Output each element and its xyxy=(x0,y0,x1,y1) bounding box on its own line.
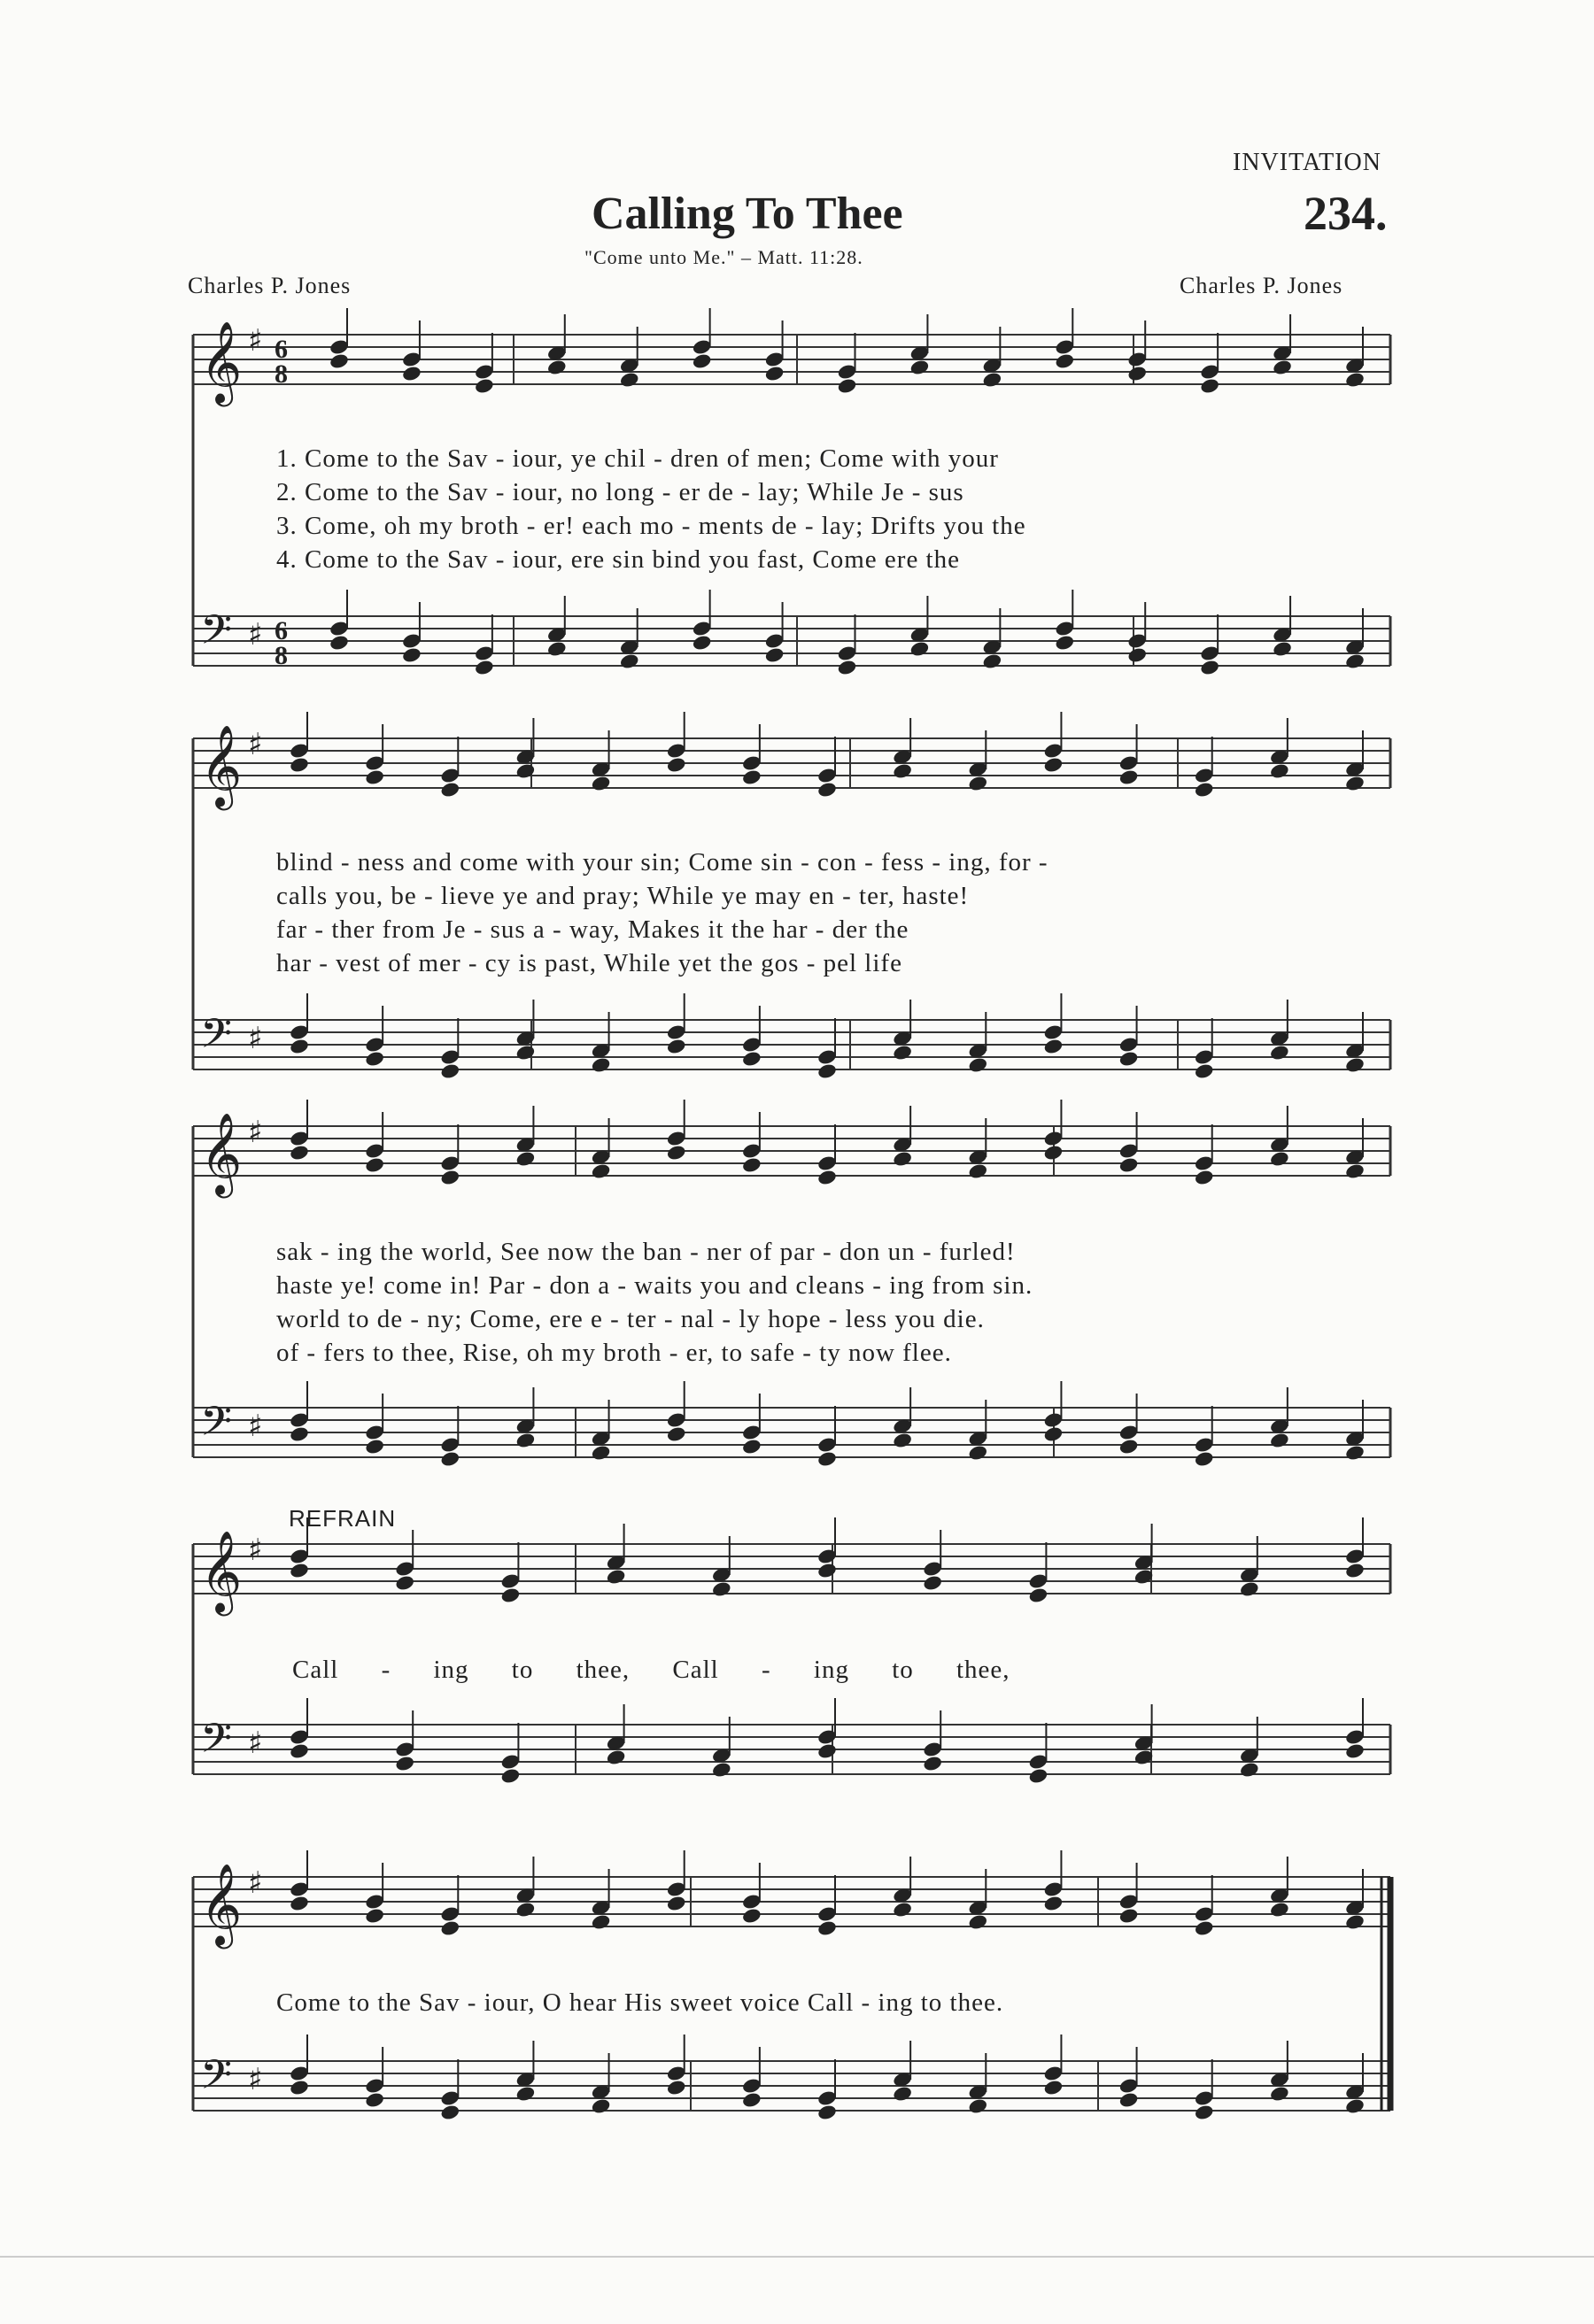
note-head xyxy=(394,1574,415,1592)
note-head xyxy=(816,1562,838,1579)
lyric-line: of - fers to thee, Rise, oh my broth - er, to safe - ty now flee. xyxy=(276,1339,952,1367)
note-head xyxy=(1118,1050,1140,1068)
note-head xyxy=(1344,1444,1366,1462)
note-head xyxy=(1194,2104,1215,2121)
note-head xyxy=(892,1150,913,1168)
note-head xyxy=(816,781,838,799)
note-head xyxy=(591,1444,612,1462)
note-head xyxy=(500,1587,522,1604)
note-head xyxy=(892,1044,913,1062)
note-head xyxy=(1344,2097,1366,2115)
note-head xyxy=(364,2091,385,2109)
note-head xyxy=(1344,1742,1366,1760)
note-head xyxy=(1118,2091,1140,2109)
note-head xyxy=(619,652,640,670)
lyric-line: 3. Come, oh my broth - er! each mo - ments de - lay; Drifts you the xyxy=(276,512,1026,540)
note-head xyxy=(1054,634,1075,652)
note-head xyxy=(1199,377,1220,395)
bass-clef-icon: 𝄢 xyxy=(200,606,233,664)
note-head xyxy=(1043,1144,1064,1162)
note-head xyxy=(967,775,988,792)
note-head xyxy=(1118,1438,1140,1455)
note-head xyxy=(1344,1162,1366,1180)
lyric-line: Come to the Sav - iour, O hear His sweet voice Call - ing to thee. xyxy=(276,1988,1004,2017)
note-head xyxy=(1269,1901,1290,1919)
time-signature-top: 6 xyxy=(275,335,288,364)
key-signature-sharp-icon: ♯ xyxy=(248,1021,263,1056)
note-head xyxy=(515,762,537,780)
note-head xyxy=(1118,768,1140,786)
key-signature-sharp-icon: ♯ xyxy=(248,617,263,652)
note-head xyxy=(1043,2079,1064,2096)
note-head xyxy=(1272,640,1293,658)
note-head xyxy=(711,1580,732,1598)
note-head xyxy=(1054,352,1075,370)
note-head xyxy=(982,371,1003,389)
note-head xyxy=(816,1062,838,1080)
note-head xyxy=(1028,1767,1049,1785)
note-head xyxy=(892,1901,913,1919)
words-author: Charles P. Jones xyxy=(188,273,352,298)
note-head xyxy=(967,2097,988,2115)
note-head xyxy=(364,1438,385,1455)
treble-clef-icon: 𝄞 xyxy=(200,1112,243,1194)
note-head xyxy=(329,352,350,370)
note-head xyxy=(591,1056,612,1074)
note-head xyxy=(967,1444,988,1462)
note-head xyxy=(1194,781,1215,799)
note-head xyxy=(1269,1432,1290,1449)
note-head xyxy=(1269,1150,1290,1168)
key-signature-sharp-icon: ♯ xyxy=(248,1726,263,1761)
note-head xyxy=(1043,1425,1064,1443)
note-head xyxy=(666,1038,687,1055)
note-head xyxy=(1344,371,1366,389)
note-head xyxy=(1028,1587,1049,1604)
note-head xyxy=(439,1450,460,1468)
key-signature-sharp-icon: ♯ xyxy=(248,323,263,359)
lyric-line: haste ye! come in! Par - don a - waits you and cleans - ing from sin. xyxy=(276,1271,1033,1300)
hymn-number: 234. xyxy=(1304,187,1388,240)
lyric-line: sak - ing the world, See now the ban - ner of par - don un - furled! xyxy=(276,1238,1016,1266)
note-head xyxy=(439,1062,460,1080)
note-head xyxy=(1194,1450,1215,1468)
note-head xyxy=(741,1907,762,1925)
note-head xyxy=(741,1156,762,1174)
note-head xyxy=(1199,659,1220,676)
note-head xyxy=(289,756,310,774)
note-head xyxy=(1344,775,1366,792)
note-head xyxy=(1269,1044,1290,1062)
note-head xyxy=(515,1432,537,1449)
note-head xyxy=(515,1044,537,1062)
note-head xyxy=(289,2079,310,2096)
note-head xyxy=(692,634,713,652)
note-head xyxy=(606,1568,627,1586)
note-head xyxy=(892,2085,913,2103)
note-head xyxy=(666,756,687,774)
note-head xyxy=(666,1425,687,1443)
note-head xyxy=(741,2091,762,2109)
key-signature-sharp-icon: ♯ xyxy=(248,1409,263,1444)
note-head xyxy=(967,1162,988,1180)
key-signature-sharp-icon: ♯ xyxy=(248,1533,263,1568)
note-head xyxy=(816,1742,838,1760)
treble-clef-icon: 𝄞 xyxy=(200,1863,243,1945)
note-head xyxy=(591,1162,612,1180)
note-head xyxy=(967,1056,988,1074)
note-head xyxy=(1118,1907,1140,1925)
hymn-title: Calling To Thee xyxy=(592,189,903,239)
lyric-line: 2. Come to the Sav - iour, no long - er de - lay; While Je - sus xyxy=(276,478,964,506)
note-head xyxy=(892,1432,913,1449)
note-head xyxy=(1269,762,1290,780)
key-signature-sharp-icon: ♯ xyxy=(248,1115,263,1150)
note-head xyxy=(692,352,713,370)
bass-clef-icon: 𝄢 xyxy=(200,1398,233,1455)
bass-clef-icon: 𝄢 xyxy=(200,1715,233,1772)
note-head xyxy=(289,1895,310,1912)
note-head xyxy=(922,1574,943,1592)
key-signature-sharp-icon: ♯ xyxy=(248,1865,263,1901)
note-head xyxy=(289,1742,310,1760)
note-head xyxy=(439,1169,460,1186)
note-head xyxy=(1126,646,1148,664)
note-head xyxy=(1118,1156,1140,1174)
time-signature-bottom: 8 xyxy=(275,641,288,670)
note-head xyxy=(741,1438,762,1455)
note-head xyxy=(1344,1056,1366,1074)
note-head xyxy=(1344,1913,1366,1931)
note-head xyxy=(666,1144,687,1162)
note-head xyxy=(1043,756,1064,774)
note-head xyxy=(1194,1169,1215,1186)
note-head xyxy=(546,640,568,658)
note-head xyxy=(837,659,858,676)
note-head xyxy=(289,1144,310,1162)
note-head xyxy=(1239,1580,1260,1598)
time-signature-bottom: 8 xyxy=(275,359,288,389)
lyric-line: har - vest of mer - cy is past, While yet the gos - pel life xyxy=(276,949,902,977)
note-head xyxy=(289,1038,310,1055)
lyric-line: 1. Come to the Sav - iour, ye chil - dren of men; Come with your xyxy=(276,444,999,473)
note-head xyxy=(741,768,762,786)
note-head xyxy=(1126,365,1148,382)
refrain-label: REFRAIN xyxy=(289,1505,397,1532)
lyric-line: 4. Come to the Sav - iour, ere sin bind you fast, Come ere the xyxy=(276,545,960,574)
note-head xyxy=(591,775,612,792)
scripture-reference: "Come unto Me." – Matt. 11:28. xyxy=(584,246,863,268)
music-composer: Charles P. Jones xyxy=(1180,273,1343,298)
note-head xyxy=(474,659,495,676)
note-head xyxy=(515,1901,537,1919)
note-head xyxy=(619,371,640,389)
note-head xyxy=(546,359,568,376)
note-head xyxy=(816,1450,838,1468)
note-head xyxy=(394,1755,415,1772)
note-head xyxy=(764,365,785,382)
note-head xyxy=(439,2104,460,2121)
key-signature-sharp-icon: ♯ xyxy=(248,727,263,762)
note-head xyxy=(909,640,931,658)
note-head xyxy=(711,1761,732,1779)
page-edge-rule xyxy=(0,2256,1594,2258)
note-head xyxy=(1344,652,1366,670)
lyric-line: Call - ing to thee, Call - ing to thee, xyxy=(292,1656,1010,1684)
note-head xyxy=(816,2104,838,2121)
note-head xyxy=(329,634,350,652)
note-head xyxy=(816,1169,838,1186)
note-head xyxy=(515,2085,537,2103)
note-head xyxy=(591,2097,612,2115)
note-head xyxy=(364,768,385,786)
note-head xyxy=(1344,1562,1366,1579)
lyric-line: world to de - ny; Come, ere e - ter - nal - ly hope - less you die. xyxy=(276,1305,985,1333)
note-head xyxy=(1194,1919,1215,1937)
note-head xyxy=(967,1913,988,1931)
note-head xyxy=(364,1907,385,1925)
note-head xyxy=(401,646,422,664)
bass-clef-icon: 𝄢 xyxy=(200,1010,233,1068)
lyric-line: far - ther from Je - sus a - way, Makes it the har - der the xyxy=(276,915,909,944)
note-head xyxy=(1194,1062,1215,1080)
note-head xyxy=(500,1767,522,1785)
note-head xyxy=(666,1895,687,1912)
note-head xyxy=(1043,1895,1064,1912)
note-head xyxy=(591,1913,612,1931)
note-head xyxy=(1239,1761,1260,1779)
note-head xyxy=(892,762,913,780)
note-head xyxy=(837,377,858,395)
note-head xyxy=(909,359,931,376)
treble-clef-icon: 𝄞 xyxy=(200,1530,243,1612)
note-head xyxy=(364,1156,385,1174)
note-head xyxy=(439,781,460,799)
note-head xyxy=(606,1749,627,1766)
note-head xyxy=(515,1150,537,1168)
note-head xyxy=(474,377,495,395)
note-head xyxy=(1269,2085,1290,2103)
note-head xyxy=(922,1755,943,1772)
note-head xyxy=(289,1425,310,1443)
note-head xyxy=(764,646,785,664)
bass-clef-icon: 𝄢 xyxy=(200,2051,233,2109)
lyric-line: calls you, be - lieve ye and pray; While ye may en - ter, haste! xyxy=(276,882,970,910)
note-head xyxy=(666,2079,687,2096)
treble-clef-icon: 𝄞 xyxy=(200,724,243,807)
lyric-line: blind - ness and come with your sin; Come sin - con - fess - ing, for - xyxy=(276,848,1048,876)
note-head xyxy=(1272,359,1293,376)
time-signature-top: 6 xyxy=(275,616,288,645)
note-head xyxy=(741,1050,762,1068)
category-label: INVITATION xyxy=(1233,149,1381,176)
note-head xyxy=(364,1050,385,1068)
note-head xyxy=(439,1919,460,1937)
note-head xyxy=(816,1919,838,1937)
note-head xyxy=(289,1562,310,1579)
treble-clef-icon: 𝄞 xyxy=(200,320,243,403)
note-head xyxy=(1043,1038,1064,1055)
key-signature-sharp-icon: ♯ xyxy=(248,2062,263,2097)
note-head xyxy=(401,365,422,382)
note-head xyxy=(982,652,1003,670)
